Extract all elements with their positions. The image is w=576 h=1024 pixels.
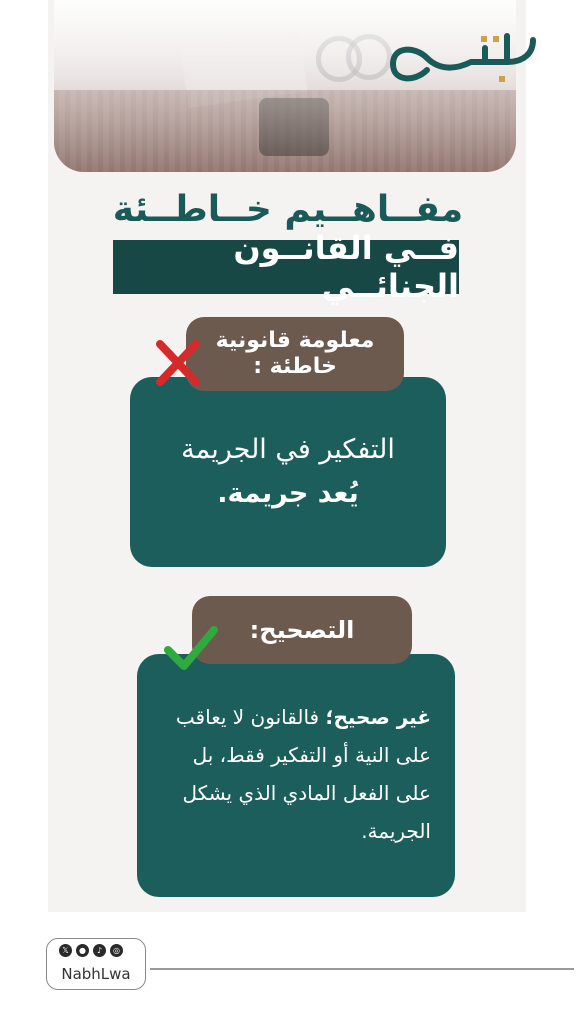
misconception-tag-line2: خاطئة : [253, 354, 337, 379]
tiktok-icon[interactable]: ♪ [93, 944, 106, 957]
social-icons [59, 944, 123, 957]
misconception-statement-line2: يُعد جريمة. [217, 478, 359, 509]
correction-tag: التصحيح: [192, 596, 412, 664]
misconception-tag-line1: معلومة قانونية [215, 328, 375, 353]
correction-panel [137, 654, 455, 897]
check-mark-icon [162, 624, 220, 672]
page-title: مفــاهــيم خــاطــئة [112, 189, 464, 230]
instagram-icon[interactable]: ◎ [110, 944, 123, 957]
social-badge[interactable] [46, 938, 146, 990]
correction-lead: غير صحيح؛ [325, 705, 431, 729]
misconception-panel [130, 377, 446, 567]
social-handle: NabhLwa [61, 965, 131, 983]
misconception-tag [186, 317, 404, 391]
misconception-statement-line1: التفكير في الجريمة [181, 434, 395, 465]
page-subtitle: فــي القانــون الجنائــي [113, 240, 459, 294]
correction-text: فالقانون لا يعاقب على النية أو التفكير فقط، بل على الفعل المادي الذي يشكل الجريمة. [175, 705, 431, 843]
x-icon[interactable]: 𝕏 [59, 944, 72, 957]
snapchat-icon[interactable]: ● [76, 944, 89, 957]
x-mark-icon [154, 338, 202, 388]
brand-logo [385, 28, 545, 98]
footer-divider [150, 968, 574, 970]
